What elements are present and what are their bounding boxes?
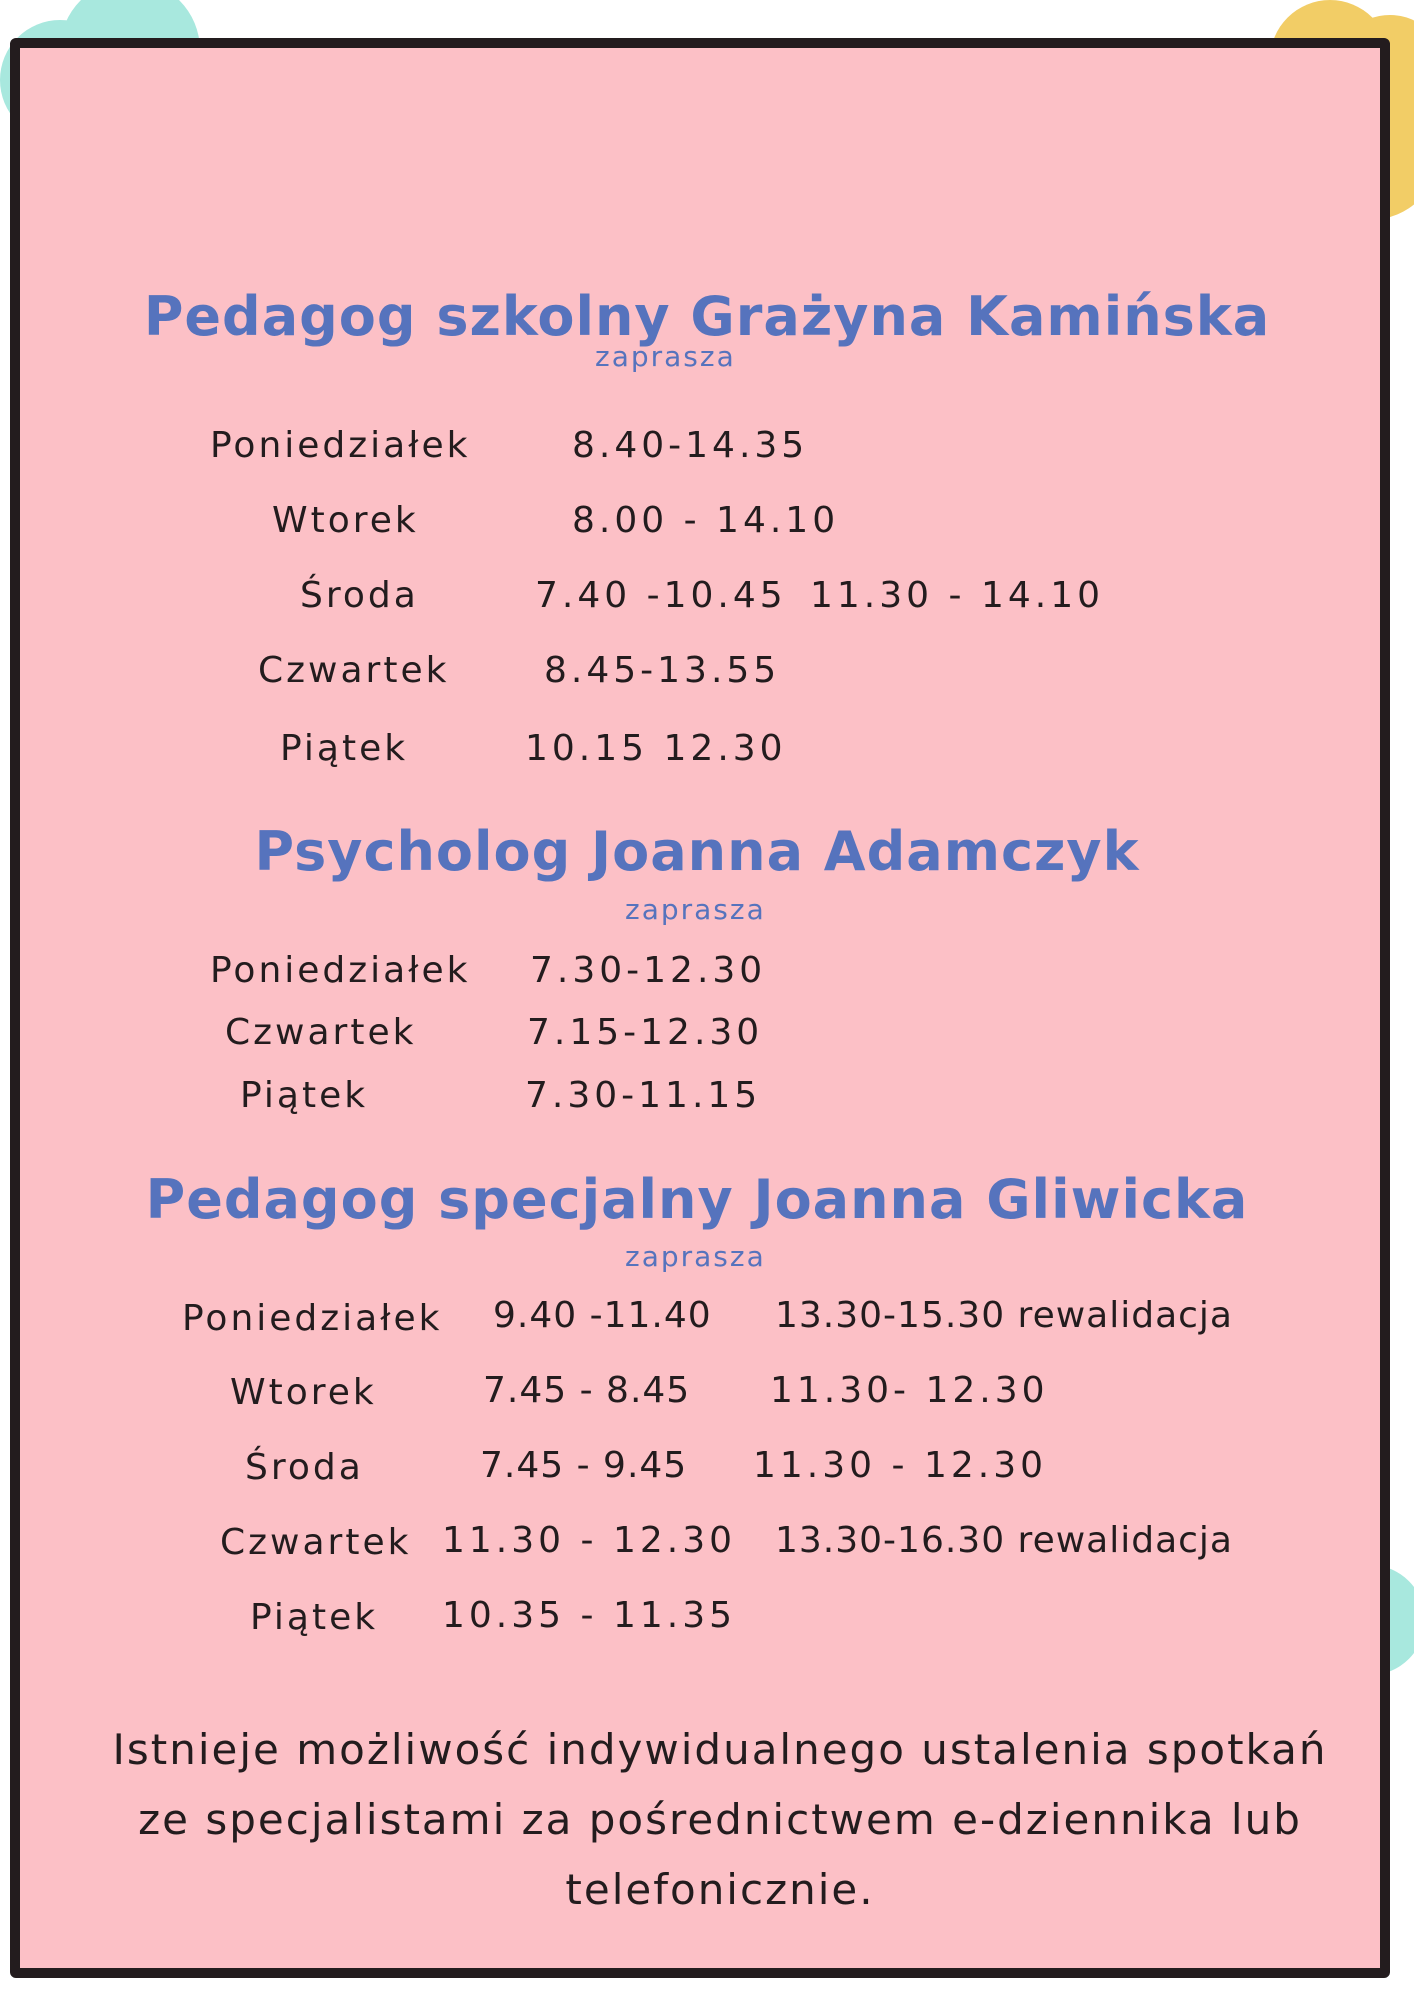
time-slot: 8.00 - 14.10 [572, 500, 840, 541]
time-slot: 8.45-13.55 [544, 650, 781, 691]
day-label: Wtorek [272, 500, 419, 541]
time-slot: 7.30-11.15 [525, 1075, 762, 1116]
footer-line: telefonicznie. [565, 1865, 875, 1914]
section-title-school-pedagogue: Pedagog szkolny Grażyna Kamińska [143, 285, 1271, 348]
time-slot: 13.30-16.30 rewalidacja [775, 1520, 1233, 1561]
day-label: Środa [300, 575, 419, 616]
time-slot: 9.40 -11.40 [493, 1295, 712, 1336]
time-slot: 10.15 12.30 [525, 728, 787, 769]
day-label: Piątek [280, 728, 409, 769]
time-slot: 7.45 - 9.45 [480, 1445, 688, 1486]
day-label: Czwartek [220, 1522, 412, 1563]
day-label: Piątek [250, 1597, 379, 1638]
day-label: Wtorek [230, 1372, 377, 1413]
time-slot: 10.35 - 11.35 [442, 1595, 736, 1636]
time-slot: 7.45 - 8.45 [483, 1370, 691, 1411]
footer-line: ze specjalistami za pośrednictwem e-dziennika lub [138, 1795, 1302, 1844]
time-slot: 11.30 - 12.30 [753, 1445, 1047, 1486]
footer-note [100, 1715, 1340, 1925]
time-slot: 7.15-12.30 [527, 1012, 764, 1053]
time-slot: 11.30 - 14.10 [810, 575, 1104, 616]
section-title-special-pedagogue: Pedagog specjalny Joanna Gliwicka [145, 1168, 1249, 1231]
time-slot: 8.40-14.35 [572, 425, 809, 466]
day-label: Piątek [240, 1075, 369, 1116]
day-label: Poniedziałek [182, 1298, 443, 1339]
footer-line: Istnieje możliwość indywidualnego ustalenia spotkań [112, 1725, 1328, 1774]
section-title-psychologist: Psycholog Joanna Adamczyk [254, 820, 1140, 883]
day-label: Poniedziałek [210, 950, 471, 991]
time-slot: 13.30-15.30 rewalidacja [775, 1295, 1233, 1336]
invite-label: zaprasza [625, 1240, 766, 1273]
day-label: Czwartek [225, 1012, 417, 1053]
day-label: Środa [245, 1447, 364, 1488]
invite-label: zaprasza [625, 893, 766, 926]
day-label: Czwartek [258, 650, 450, 691]
time-slot: 11.30 - 12.30 [442, 1520, 736, 1561]
time-slot: 7.40 -10.45 [535, 575, 787, 616]
invite-label: zaprasza [595, 340, 736, 373]
day-label: Poniedziałek [210, 425, 471, 466]
time-slot: 11.30- 12.30 [770, 1370, 1049, 1411]
time-slot: 7.30-12.30 [530, 950, 767, 991]
